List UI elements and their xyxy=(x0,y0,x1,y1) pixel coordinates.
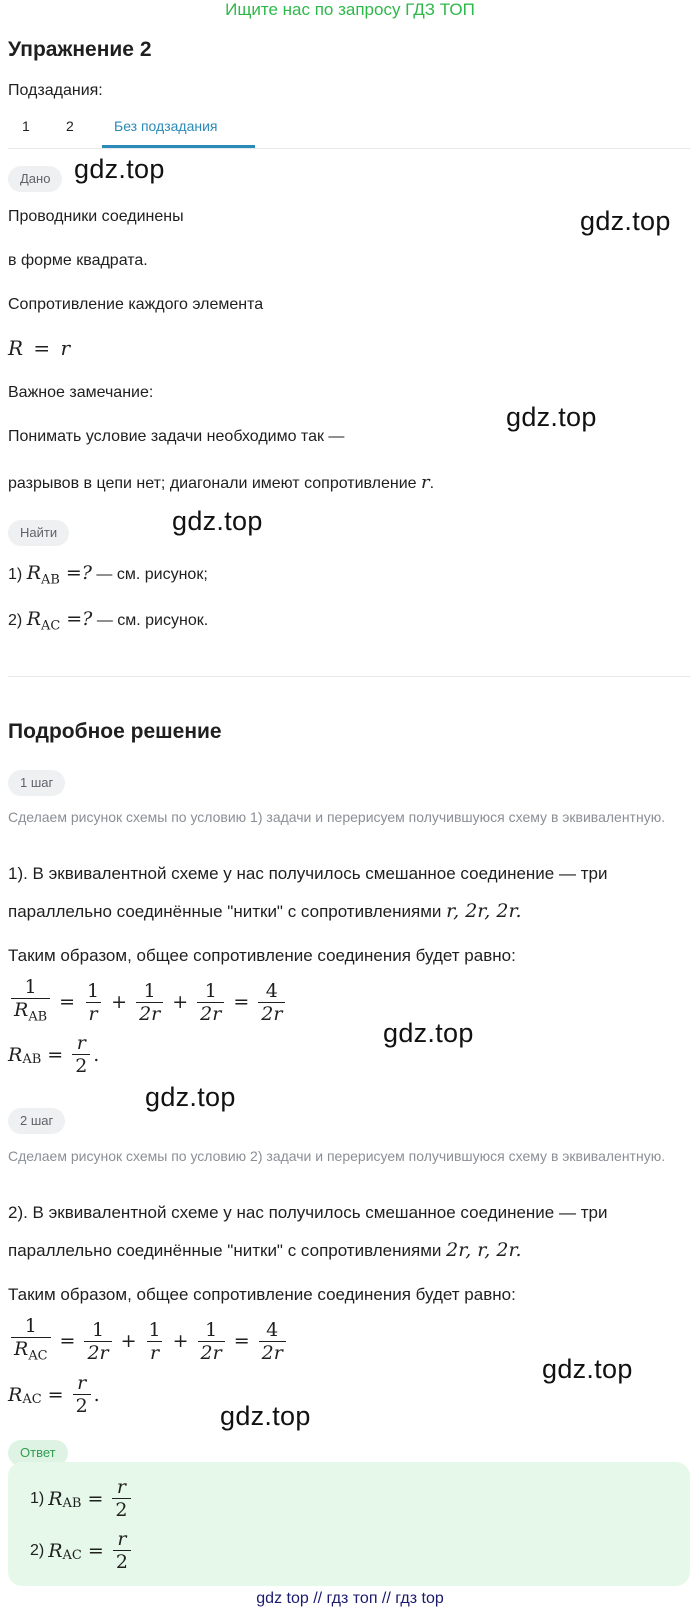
result-sub: AB xyxy=(22,1052,42,1067)
step-2-line-2-text: параллельно соединённые "нитки" с сопротивлениями xyxy=(8,1241,442,1260)
find-item-2-prefix: 2) xyxy=(8,612,23,629)
tab-no-subtask[interactable]: Без подзадания xyxy=(114,118,218,134)
note-line-1: Понимать условие задачи необходимо так — xyxy=(8,428,345,445)
find-item-2 xyxy=(8,608,208,634)
frac-den: 2r xyxy=(258,1002,285,1025)
answer-item-1-frac xyxy=(112,1476,130,1521)
find-item-1-eq: = xyxy=(65,562,82,584)
find-item-1-suffix: — см. рисунок; xyxy=(96,566,208,583)
plus-sign: + xyxy=(172,1330,189,1353)
frac-num: r xyxy=(117,1528,127,1550)
step-1-line-2-math: r, 2r, 2r. xyxy=(446,900,522,922)
final-dot: . xyxy=(93,1043,100,1066)
watermark: gdz.top xyxy=(580,206,671,236)
subtasks-label: Подзадания: xyxy=(8,82,103,99)
frac-den-sub: AB xyxy=(28,1009,48,1025)
frac-num: 1 xyxy=(91,1318,105,1341)
frac-num: 1 xyxy=(143,979,156,1002)
active-tab-indicator xyxy=(102,145,255,148)
frac-num: 1 xyxy=(148,1318,161,1341)
frac-num: r xyxy=(116,1476,127,1498)
step-1-line-2-text: параллельно соединённые "нитки" с сопротивлениями xyxy=(8,902,442,921)
step-2-frac-result xyxy=(259,1319,286,1364)
frac-num: 1 xyxy=(205,1318,218,1341)
find-item-2-eq: = xyxy=(66,608,83,630)
answer-item-1 xyxy=(30,1476,134,1521)
frac-num: r xyxy=(76,1032,86,1054)
frac-den xyxy=(11,998,50,1029)
frac-den-sub: AC xyxy=(28,1348,48,1364)
watermark: gdz.top xyxy=(145,1082,236,1112)
step-1-hint: Сделаем рисунок схемы по условию 1) задачи и перерисуем получившуюся схему в эквивалентную. xyxy=(8,809,666,825)
step-2-equation-2 xyxy=(8,1372,100,1417)
frac-den: 2 xyxy=(112,1498,130,1521)
final-dot: . xyxy=(93,1383,100,1406)
step-1-frac-3 xyxy=(197,980,224,1025)
eq-sign: = xyxy=(47,1043,64,1066)
given-chip: Дано xyxy=(8,166,62,192)
watermark: gdz.top xyxy=(383,1018,474,1048)
frac-den: 2r xyxy=(197,1002,224,1025)
step-1-frac-lhs xyxy=(11,976,50,1029)
step-1-chip: 1 шаг xyxy=(8,770,65,796)
eq-sign: = xyxy=(233,1330,250,1353)
frac-num: 1 xyxy=(24,976,37,998)
frac-num: 1 xyxy=(87,979,100,1002)
frac-num: r xyxy=(77,1372,87,1394)
eq-sign: = xyxy=(87,1487,104,1510)
watermark: gdz.top xyxy=(172,506,263,536)
section-divider xyxy=(8,676,690,677)
eq-sign: = xyxy=(59,1330,76,1353)
frac-den: 2 xyxy=(113,1550,131,1573)
step-2-line-2-math: 2r, r, 2r. xyxy=(446,1239,522,1261)
footer-links[interactable]: gdz top // гдз топ // гдз top xyxy=(256,1590,444,1607)
find-item-2-sub: AC xyxy=(41,618,61,634)
frac-den: 2 xyxy=(72,1054,90,1077)
frac-den xyxy=(11,1337,51,1368)
plus-sign: + xyxy=(172,991,189,1014)
find-chip: Найти xyxy=(8,520,69,546)
step-1-line-3: Таким образом, общее сопротивление соединения будет равно: xyxy=(8,946,516,965)
answer-item-2 xyxy=(30,1528,134,1573)
given-formula xyxy=(8,336,70,360)
step-1-frac-final xyxy=(72,1032,90,1077)
frac-num: 4 xyxy=(265,979,278,1002)
result-r: R xyxy=(8,1383,23,1406)
note-end: . xyxy=(429,475,435,492)
eq-sign: = xyxy=(47,1383,64,1406)
answer-item-2-r: R xyxy=(48,1539,63,1562)
result-r: R xyxy=(8,1043,23,1066)
step-2-frac-1 xyxy=(84,1319,111,1364)
watermark: gdz.top xyxy=(506,402,597,432)
step-1-frac-1 xyxy=(84,980,102,1025)
answer-item-1-r: R xyxy=(48,1487,63,1510)
watermark: gdz.top xyxy=(220,1401,311,1431)
frac-den-r: R xyxy=(14,999,29,1021)
step-1-equation-2 xyxy=(8,1032,99,1077)
frac-num: 1 xyxy=(204,979,217,1002)
answer-item-1-prefix: 1) xyxy=(30,1489,45,1507)
step-1-equation-1 xyxy=(8,976,288,1029)
frac-den: 2r xyxy=(84,1341,111,1364)
find-item-1-prefix: 1) xyxy=(8,566,23,583)
answer-item-2-frac xyxy=(113,1528,131,1573)
watermark: gdz.top xyxy=(542,1354,633,1384)
plus-sign: + xyxy=(111,991,128,1014)
step-2-line-3: Таким образом, общее сопротивление соединения будет равно: xyxy=(8,1285,516,1304)
eq-sign: = xyxy=(59,991,76,1014)
given-line-2: в форме квадрата. xyxy=(8,252,148,269)
page-title: Упражнение 2 xyxy=(8,38,152,61)
plus-sign: + xyxy=(120,1330,137,1353)
note-label: Важное замечание: xyxy=(8,384,154,401)
frac-den: r xyxy=(147,1341,162,1364)
find-item-1 xyxy=(8,562,208,588)
step-2-frac-final xyxy=(73,1372,91,1417)
find-item-2-q: ? xyxy=(82,608,93,630)
tab-2[interactable]: 2 xyxy=(66,118,74,134)
step-1-line-1: 1). В эквивалентной схеме у нас получилось смешанное соединение — три xyxy=(8,864,608,883)
step-2-frac-3 xyxy=(198,1319,225,1364)
step-2-frac-lhs xyxy=(11,1315,51,1368)
find-item-1-sub: AB xyxy=(41,572,60,588)
find-item-2-suffix: — см. рисунок. xyxy=(96,612,209,629)
note-line-2 xyxy=(8,472,434,493)
formula-r-upper: R xyxy=(8,336,24,360)
step-2-equation-1 xyxy=(8,1315,289,1368)
frac-den-r: R xyxy=(14,1338,29,1360)
watermark: gdz.top xyxy=(74,154,165,184)
subtask-tabs xyxy=(8,108,690,149)
frac-den: 2r xyxy=(198,1341,225,1364)
answer-chip: Ответ xyxy=(8,1440,68,1466)
find-item-2-r: R xyxy=(26,608,41,630)
frac-den: 2r xyxy=(136,1002,163,1025)
solution-title: Подробное решение xyxy=(8,720,222,743)
step-2-line-1: 2). В эквивалентной схеме у нас получилось смешанное соединение — три xyxy=(8,1203,608,1222)
formula-r-lower: r xyxy=(60,336,71,360)
step-1-frac-result xyxy=(258,980,285,1025)
step-2-line-2 xyxy=(8,1239,522,1261)
frac-den: 2r xyxy=(259,1341,286,1364)
frac-den: 2 xyxy=(73,1394,91,1417)
find-item-1-q: ? xyxy=(81,562,92,584)
step-2-hint: Сделаем рисунок схемы по условию 2) задачи и перерисуем получившуюся схему в эквивалентную. xyxy=(8,1148,666,1164)
given-line-1: Проводники соединены xyxy=(8,208,184,225)
note-line-2-text: разрывов в цепи нет; диагонали имеют сопротивление xyxy=(8,475,417,492)
answer-item-1-sub: AB xyxy=(62,1496,82,1511)
eq-sign: = xyxy=(233,991,250,1014)
step-2-frac-2 xyxy=(146,1319,164,1364)
step-1-frac-2 xyxy=(136,980,163,1025)
step-1-line-2 xyxy=(8,900,522,922)
find-item-1-r: R xyxy=(26,562,41,584)
answer-item-2-prefix: 2) xyxy=(30,1541,45,1559)
answer-item-2-sub: AC xyxy=(62,1548,82,1563)
frac-num: 1 xyxy=(24,1315,37,1337)
frac-den: r xyxy=(86,1002,101,1025)
step-2-chip: 2 шаг xyxy=(8,1108,65,1134)
frac-num: 4 xyxy=(266,1318,279,1341)
result-sub: AC xyxy=(22,1392,42,1407)
tab-1[interactable]: 1 xyxy=(22,118,30,134)
formula-eq: = xyxy=(33,336,51,360)
search-banner[interactable]: Ищите нас по запросу ГДЗ ТОП xyxy=(225,0,475,19)
eq-sign: = xyxy=(87,1539,104,1562)
given-line-3: Сопротивление каждого элемента xyxy=(8,296,264,313)
note-var: r xyxy=(421,472,430,493)
